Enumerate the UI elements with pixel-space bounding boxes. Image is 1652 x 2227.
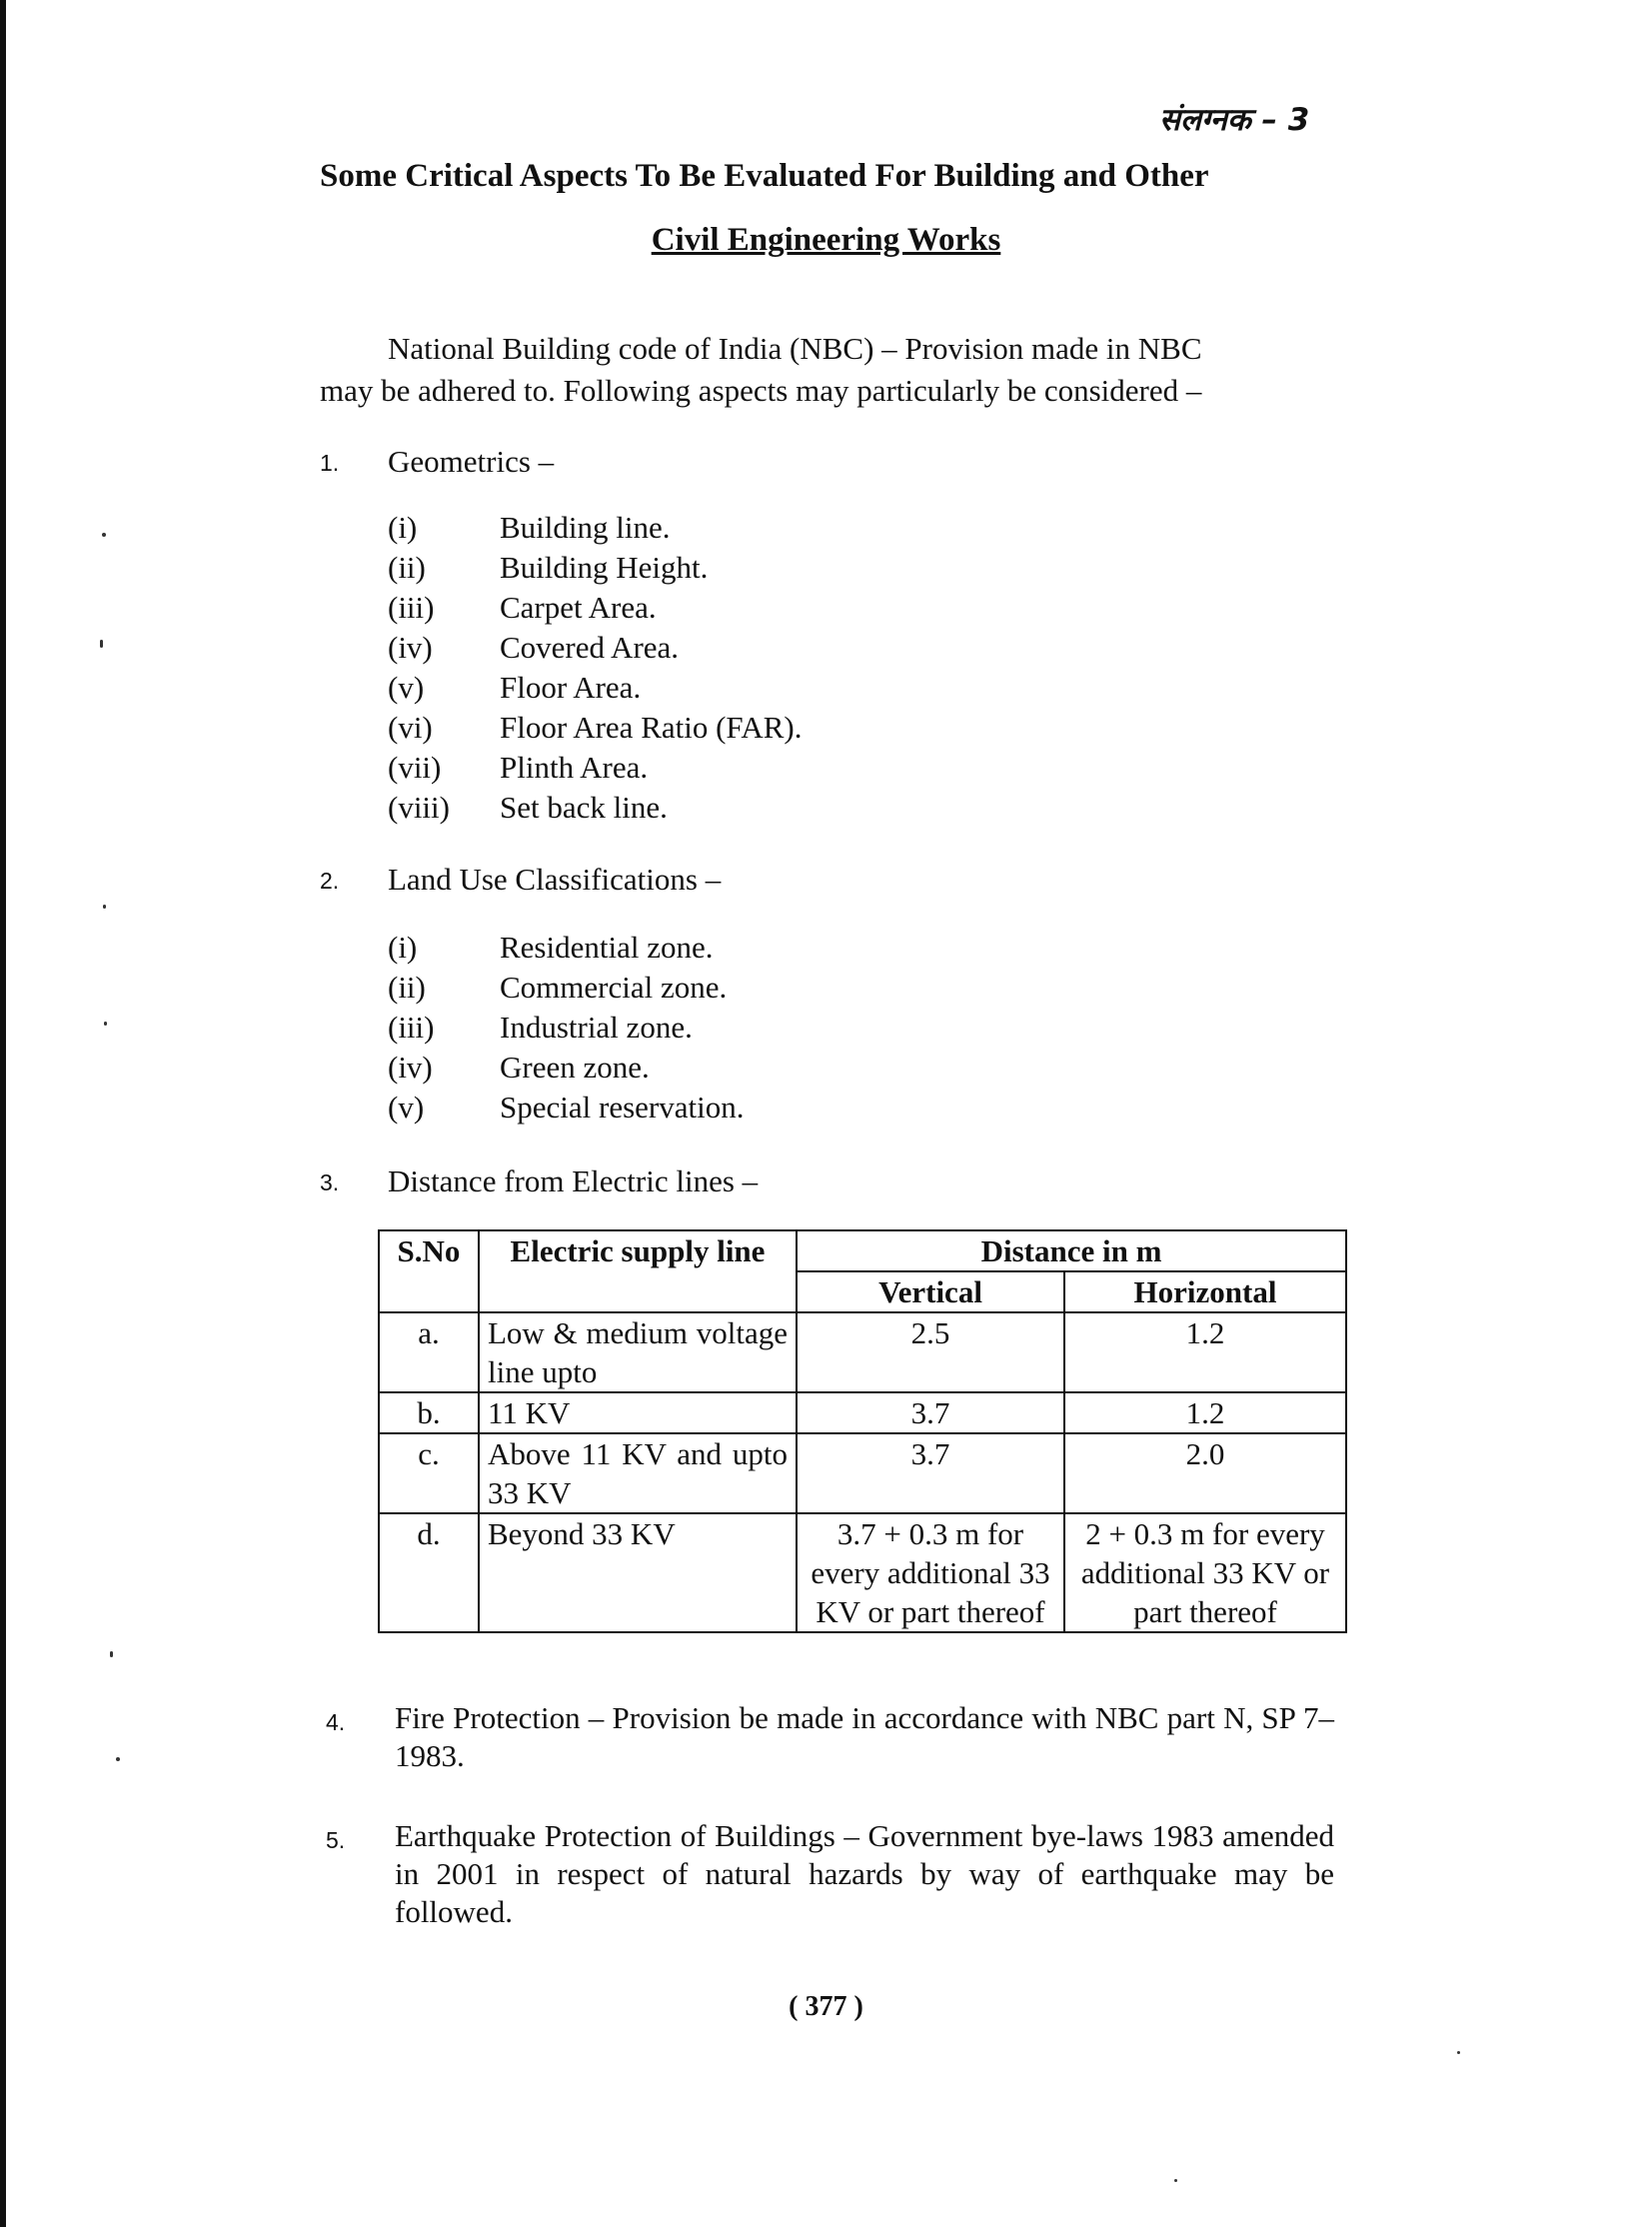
section-number: 2.	[320, 868, 340, 894]
intro-line1: National Building code of India (NBC) – Provision made in NBC	[388, 331, 1202, 366]
cell-sno: d.	[379, 1513, 479, 1632]
table-row	[379, 1433, 1346, 1513]
list-item-number: (iv)	[388, 1050, 433, 1085]
document-title-line2	[0, 222, 1652, 259]
header-horizontal: Horizontal	[1064, 1271, 1346, 1312]
list-item-number: (viii)	[388, 790, 450, 825]
list-item-number: (ii)	[388, 970, 426, 1005]
cell-supply-line: Above 11 KV and upto 33 KV	[479, 1433, 797, 1513]
cell-sno: b.	[379, 1392, 479, 1433]
list-item-text: Carpet Area.	[500, 590, 657, 625]
earthquake-protection-paragraph	[320, 1817, 1334, 1931]
cell-supply-line: 11 KV	[479, 1392, 797, 1433]
list-item-number: (iii)	[388, 590, 435, 625]
scan-speck	[100, 640, 103, 648]
header-sno: S.No	[379, 1230, 479, 1312]
intro-line2: may be adhered to. Following aspects may particularly be considered –	[320, 373, 1202, 408]
cell-vertical: 3.7	[797, 1392, 1064, 1433]
cell-supply-line: Low & medium voltage line upto	[479, 1312, 797, 1392]
list-item-text: Building line.	[500, 510, 671, 545]
table-row	[379, 1392, 1346, 1433]
list-item-text: Building Height.	[500, 550, 709, 585]
cell-vertical: 3.7	[797, 1433, 1064, 1513]
list-item-text: Floor Area Ratio (FAR).	[500, 710, 803, 745]
table-header-row	[379, 1230, 1346, 1271]
table-row	[379, 1513, 1346, 1632]
cell-vertical: 3.7 + 0.3 m for every additional 33 KV or part thereof	[797, 1513, 1064, 1632]
list-item-text: Commercial zone.	[500, 970, 728, 1005]
header-vertical: Vertical	[797, 1271, 1064, 1312]
section-heading: Distance from Electric lines –	[388, 1163, 759, 1198]
scan-speck	[103, 905, 106, 909]
list-item-number: (i)	[388, 930, 418, 965]
scan-speck	[116, 1757, 120, 1761]
header-distance: Distance in m	[797, 1230, 1346, 1271]
list-item-text: Residential zone.	[500, 930, 714, 965]
section-heading: Land Use Classifications –	[388, 862, 722, 897]
cell-vertical: 2.5	[797, 1312, 1064, 1392]
table-row	[379, 1312, 1346, 1392]
list-item-number: (v)	[388, 670, 425, 705]
section-number: 1.	[320, 450, 340, 476]
scan-speck	[1457, 2051, 1460, 2054]
list-item-text: Floor Area.	[500, 670, 642, 705]
fire-protection-paragraph	[320, 1699, 1334, 1775]
scan-speck	[102, 533, 106, 537]
list-item-text: Set back line.	[500, 790, 668, 825]
paragraph-number: 4.	[326, 1709, 346, 1735]
list-item-number: (ii)	[388, 550, 426, 585]
cell-horizontal: 1.2	[1064, 1312, 1346, 1392]
annex-label: संलग्नक – 3	[1159, 102, 1310, 138]
list-item-number: (vi)	[388, 710, 433, 745]
electric-lines-table	[378, 1229, 1347, 1633]
list-item-text: Industrial zone.	[500, 1010, 693, 1045]
cell-horizontal: 2 + 0.3 m for every additional 33 KV or part thereof	[1064, 1513, 1346, 1632]
scan-speck	[104, 1022, 107, 1026]
list-item-number: (iii)	[388, 1010, 435, 1045]
cell-horizontal: 1.2	[1064, 1392, 1346, 1433]
header-supply-line: Electric supply line	[479, 1230, 797, 1312]
intro-paragraph	[320, 328, 1334, 412]
list-item-text: Special reservation.	[500, 1090, 745, 1124]
list-item-number: (v)	[388, 1090, 425, 1124]
scan-left-edge	[0, 0, 6, 2227]
paragraph-text: Earthquake Protection of Buildings – Government bye-laws 1983 amended in 2001 in respect of natural hazards by way of earthquake may be followed.	[395, 1818, 1334, 1929]
section-heading: Geometrics –	[388, 444, 555, 479]
paragraph-text: Fire Protection – Provision be made in accordance with NBC part N, SP 7– 1983.	[395, 1700, 1334, 1773]
document-title-line1: Some Critical Aspects To Be Evaluated For Building and Other	[320, 158, 1209, 194]
section-number: 3.	[320, 1169, 340, 1195]
document-subtitle: Civil Engineering Works	[651, 222, 1001, 258]
cell-horizontal: 2.0	[1064, 1433, 1346, 1513]
cell-supply-line: Beyond 33 KV	[479, 1513, 797, 1632]
list-item-text: Plinth Area.	[500, 750, 649, 785]
cell-sno: c.	[379, 1433, 479, 1513]
list-item-number: (i)	[388, 510, 418, 545]
list-item-text: Covered Area.	[500, 630, 680, 665]
scan-speck	[110, 1651, 113, 1657]
scan-speck	[1174, 2179, 1177, 2182]
list-item-text: Green zone.	[500, 1050, 650, 1085]
paragraph-number: 5.	[326, 1827, 346, 1853]
list-item-number: (vii)	[388, 750, 442, 785]
list-item-number: (iv)	[388, 630, 433, 665]
page-number: ( 377 )	[789, 1991, 863, 2022]
cell-sno: a.	[379, 1312, 479, 1392]
